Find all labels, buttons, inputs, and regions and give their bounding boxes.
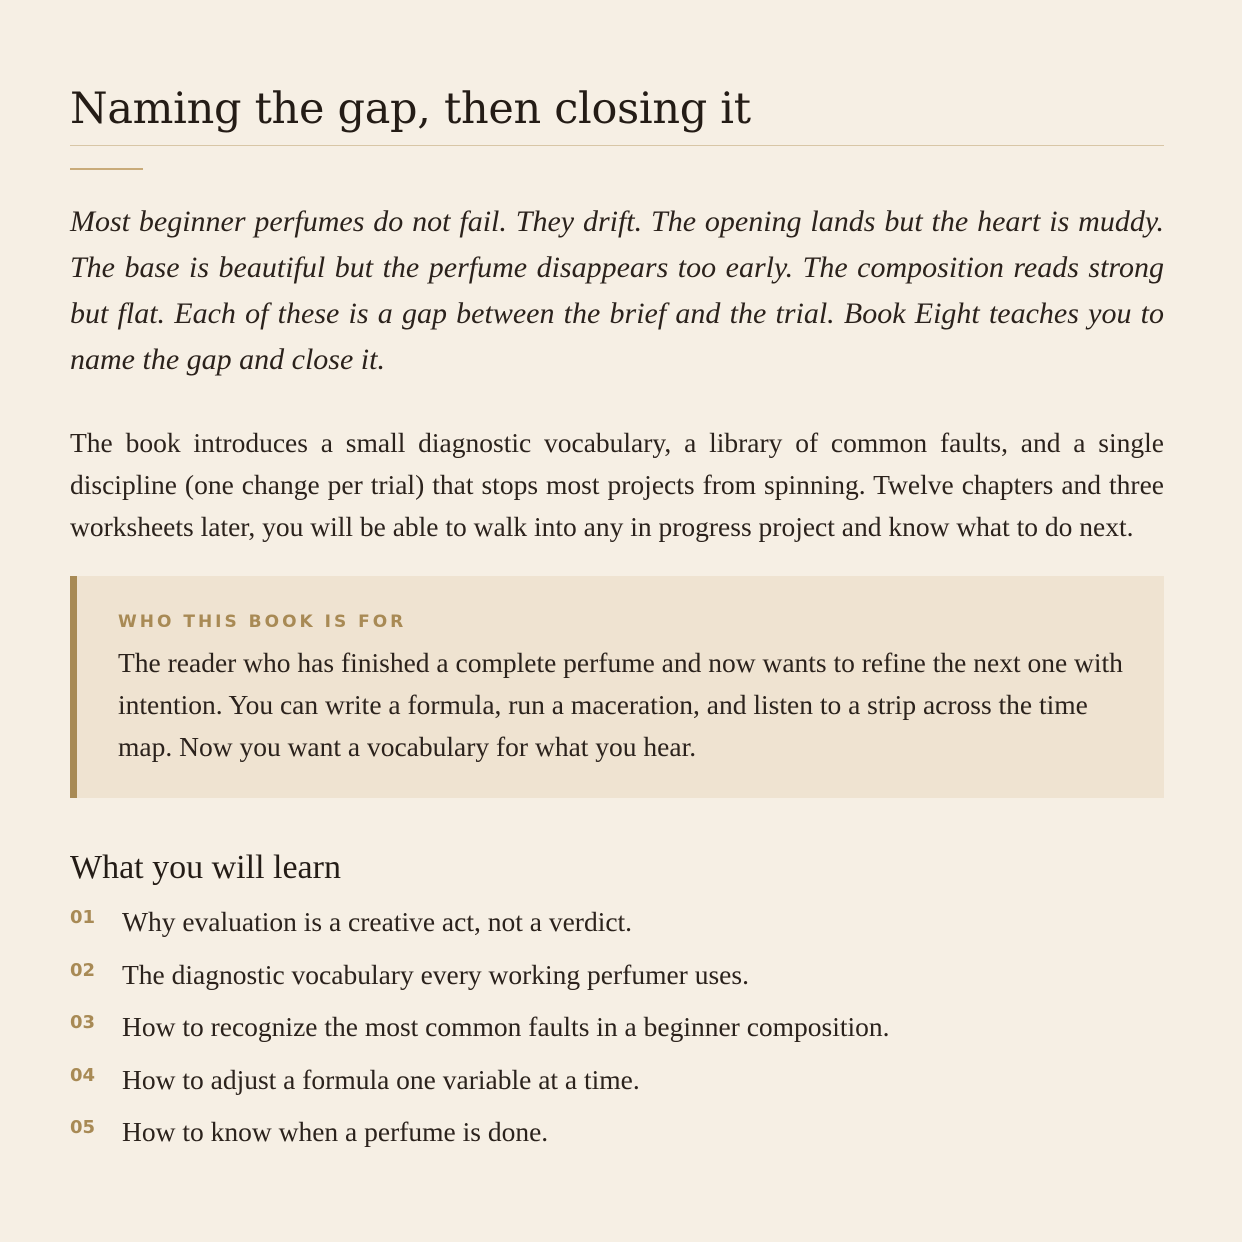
list-item-number: 03 (70, 1012, 96, 1033)
list-item-text: Why evaluation is a creative act, not a verdict. (122, 906, 633, 937)
list-item-number: 01 (70, 907, 96, 928)
list-item-text: How to recognize the most common faults in a beginner composition. (122, 1011, 890, 1042)
list-item-number: 05 (70, 1117, 96, 1138)
intro-lede: Most beginner perfumes do not fail. They drift. The opening lands but the heart is muddy. The base is beautiful but the perfume disappears too early. The composition reads strong but flat. Each of these is a gap between the brief and the trial. Book Eight teaches you to name the gap and close it. (70, 205, 1164, 376)
learn-section-title: What you will learn (70, 849, 341, 886)
title-accent-rule (70, 168, 143, 170)
page-title: Naming the gap, then closing it (70, 84, 751, 134)
list-item-text: The diagnostic vocabulary every working perfumer uses. (122, 958, 749, 990)
list-item-text: How to know when a perfume is done. (122, 1116, 549, 1147)
list-item (70, 904, 1164, 957)
list-item (70, 1009, 1164, 1062)
callout-text: The reader who has finished a complete perfume and now wants to refine the next one with intention. You can write a formula, run a maceration, and listen to a strip across the time map. Now you want a vocabulary for what you hear. (118, 647, 1123, 762)
list-item-number: 04 (70, 1064, 96, 1086)
callout-label: WHO THIS BOOK IS FOR (118, 612, 407, 632)
list-item-text: How to adjust a formula one variable at a time. (122, 1063, 640, 1095)
list-item-number: 02 (70, 959, 96, 981)
list-item (70, 957, 1164, 1010)
learn-list (70, 904, 1164, 1167)
list-item (70, 1062, 1164, 1115)
audience-callout (70, 576, 1164, 798)
title-divider (70, 145, 1164, 146)
intro-body: The book introduces a small diagnostic vocabulary, a library of common faults, and a single discipline (one change per trial) that stops most projects from spinning. Twelve chapters and three worksheets later, you will be able to walk into any in progress project and know what to do next. (70, 427, 1164, 542)
list-item (70, 1114, 1164, 1167)
